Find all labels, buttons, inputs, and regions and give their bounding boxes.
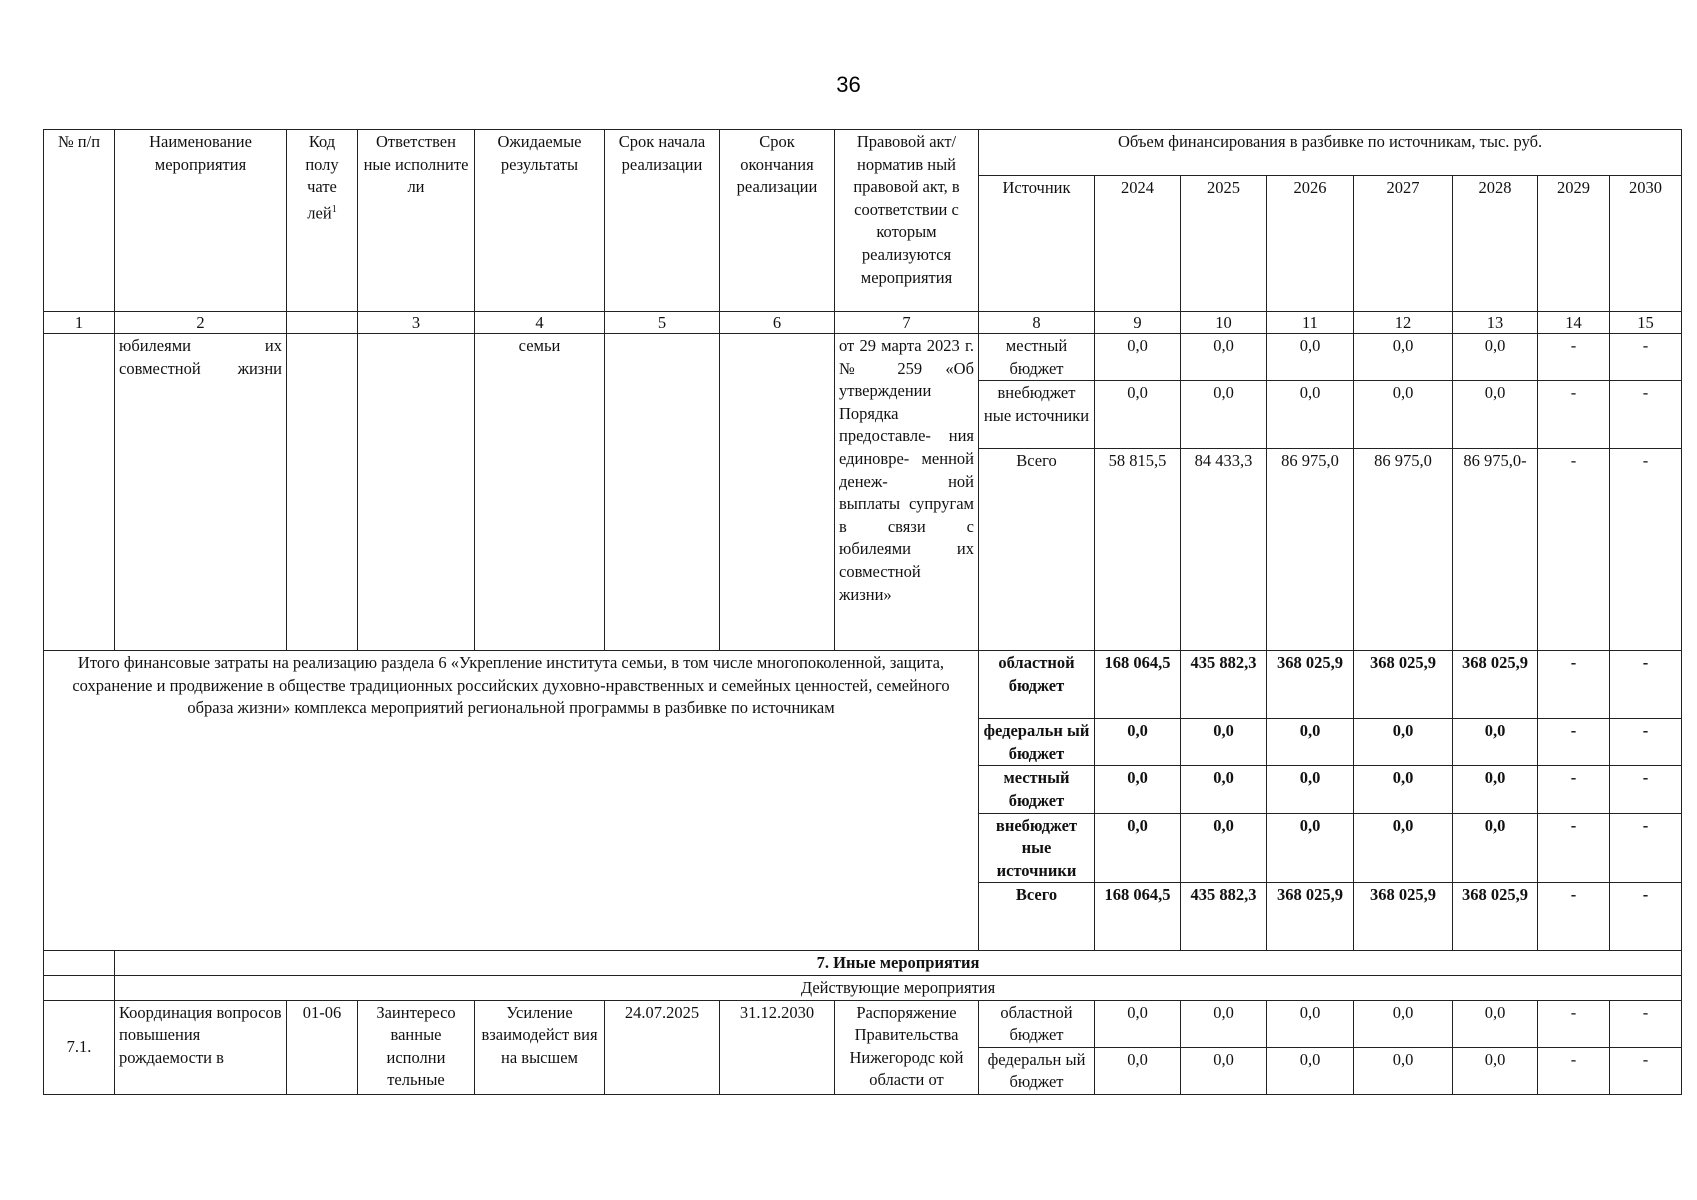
cell-value: 0,0 bbox=[1453, 1047, 1538, 1094]
col-number: 7 bbox=[835, 312, 979, 334]
cell-value: 0,0 bbox=[1181, 381, 1267, 449]
cell-expected: семьи bbox=[475, 334, 605, 651]
cell-value: 0,0 bbox=[1453, 813, 1538, 883]
header-year: 2028 bbox=[1453, 176, 1538, 312]
cell-value: - bbox=[1610, 449, 1682, 651]
page-number: 36 bbox=[836, 72, 861, 97]
cell-value: - bbox=[1610, 1000, 1682, 1047]
cell-empty bbox=[44, 975, 115, 1000]
col-number: 15 bbox=[1610, 312, 1682, 334]
header-responsible: Ответствен ные исполните ли bbox=[358, 130, 475, 312]
cell-value: 0,0 bbox=[1354, 1000, 1453, 1047]
col-number: 8 bbox=[979, 312, 1095, 334]
cell-value: 0,0 bbox=[1181, 1000, 1267, 1047]
cell-value: 86 975,0 bbox=[1267, 449, 1354, 651]
cell-value: - bbox=[1610, 813, 1682, 883]
cell-value: 0,0 bbox=[1267, 334, 1354, 381]
cell-end: 31.12.2030 bbox=[720, 1000, 835, 1094]
header-year: 2026 bbox=[1267, 176, 1354, 312]
cell-value: - bbox=[1610, 381, 1682, 449]
cell-value: 84 433,3 bbox=[1181, 449, 1267, 651]
header-year: 2025 bbox=[1181, 176, 1267, 312]
cell-value: - bbox=[1610, 766, 1682, 813]
header-end: Срок окончания реализации bbox=[720, 130, 835, 312]
cell-value: - bbox=[1538, 334, 1610, 381]
cell-value: 0,0 bbox=[1453, 719, 1538, 766]
cell-value: 0,0 bbox=[1181, 813, 1267, 883]
col-number: 2 bbox=[115, 312, 287, 334]
cell-value: - bbox=[1538, 449, 1610, 651]
col-number: 4 bbox=[475, 312, 605, 334]
cell-value: 0,0 bbox=[1181, 1047, 1267, 1094]
section-title: 7. Иные мероприятия bbox=[115, 951, 1682, 976]
section-subtitle: Действующие мероприятия bbox=[115, 975, 1682, 1000]
cell-value: 0,0 bbox=[1095, 719, 1181, 766]
cell-value: 0,0 bbox=[1354, 1047, 1453, 1094]
cell-value: - bbox=[1538, 883, 1610, 951]
col-number: 3 bbox=[358, 312, 475, 334]
cell-value: 58 815,5 bbox=[1095, 449, 1181, 651]
cell-value: 0,0 bbox=[1453, 1000, 1538, 1047]
cell-value: 0,0 bbox=[1095, 1000, 1181, 1047]
col-number: 1 bbox=[44, 312, 115, 334]
cell-value: - bbox=[1538, 1047, 1610, 1094]
cell-value: 368 025,9 bbox=[1267, 651, 1354, 719]
cell-name: юбилеями их совместной жизни bbox=[115, 334, 287, 651]
header-name: Наименование мероприятия bbox=[115, 130, 287, 312]
header-year: 2029 bbox=[1538, 176, 1610, 312]
cell-value: - bbox=[1538, 651, 1610, 719]
col-number bbox=[287, 312, 358, 334]
header-funding: Объем финансирования в разбивке по источникам, тыс. руб. bbox=[979, 130, 1682, 176]
cell-source: внебюджет ные источники bbox=[979, 813, 1095, 883]
cell-empty bbox=[44, 951, 115, 976]
cell-value: - bbox=[1538, 813, 1610, 883]
col-number: 9 bbox=[1095, 312, 1181, 334]
cell-source: внебюджет ные источники bbox=[979, 381, 1095, 449]
cell-legal-act: Распоряжение Правительства Нижегородс кой области от bbox=[835, 1000, 979, 1094]
cell-value: - bbox=[1538, 1000, 1610, 1047]
header-year: 2030 bbox=[1610, 176, 1682, 312]
cell-value: 0,0 bbox=[1095, 766, 1181, 813]
header-expected: Ожидаемые результаты bbox=[475, 130, 605, 312]
cell-value: 0,0 bbox=[1181, 719, 1267, 766]
col-number: 10 bbox=[1181, 312, 1267, 334]
cell-value: - bbox=[1610, 651, 1682, 719]
cell-value: 0,0 bbox=[1267, 1047, 1354, 1094]
cell-source: федеральн ый бюджет bbox=[979, 1047, 1095, 1094]
funding-table bbox=[43, 129, 1682, 1095]
header-legal-act: Правовой акт/норматив ный правовой акт, в соответствии с которым реализуются мероприятия bbox=[835, 130, 979, 312]
column-number-row bbox=[44, 312, 1682, 334]
cell-name: Координация вопросов повышения рождаемости в bbox=[115, 1000, 287, 1094]
cell-value: 0,0 bbox=[1354, 766, 1453, 813]
cell-value: 86 975,0- bbox=[1453, 449, 1538, 651]
cell-value: 0,0 bbox=[1453, 766, 1538, 813]
cell-value: - bbox=[1538, 719, 1610, 766]
cell-value: - bbox=[1610, 719, 1682, 766]
cell-value: 0,0 bbox=[1267, 381, 1354, 449]
header-year: 2027 bbox=[1354, 176, 1453, 312]
cell-source: Всего bbox=[979, 883, 1095, 951]
cell-value: 168 064,5 bbox=[1095, 651, 1181, 719]
col-number: 14 bbox=[1538, 312, 1610, 334]
header-source: Источник bbox=[979, 176, 1095, 312]
cell-value: 0,0 bbox=[1354, 813, 1453, 883]
cell-value: - bbox=[1610, 1047, 1682, 1094]
cell-expected: Усиление взаимодейст вия на высшем bbox=[475, 1000, 605, 1094]
cell-value: 368 025,9 bbox=[1267, 883, 1354, 951]
cell-legal-act: от 29 марта 2023 г. № 259 «Об утверждении Порядка предоставле- ния единовре- менной денеж- ной выплаты супругам в связи с юбилеями их совместной жизни» bbox=[835, 334, 979, 651]
cell-value: 368 025,9 bbox=[1354, 883, 1453, 951]
cell-value: - bbox=[1538, 381, 1610, 449]
cell-start bbox=[605, 334, 720, 651]
cell-value: 0,0 bbox=[1095, 334, 1181, 381]
cell-value: 0,0 bbox=[1354, 381, 1453, 449]
header-year: 2024 bbox=[1095, 176, 1181, 312]
cell-value: 0,0 bbox=[1267, 1000, 1354, 1047]
cell-num: 7.1. bbox=[44, 1000, 115, 1094]
cell-value: 0,0 bbox=[1095, 1047, 1181, 1094]
cell-value: 0,0 bbox=[1354, 719, 1453, 766]
cell-source: федеральн ый бюджет bbox=[979, 719, 1095, 766]
cell-source: местный бюджет bbox=[979, 334, 1095, 381]
cell-num bbox=[44, 334, 115, 651]
col-number: 5 bbox=[605, 312, 720, 334]
header-code: Код полу чате лей$^1$ bbox=[287, 130, 358, 312]
cell-value: 0,0 bbox=[1267, 719, 1354, 766]
section-subtitle-row bbox=[44, 975, 1682, 1000]
cell-value: 0,0 bbox=[1095, 381, 1181, 449]
col-number: 11 bbox=[1267, 312, 1354, 334]
col-number: 12 bbox=[1354, 312, 1453, 334]
total-row bbox=[44, 651, 1682, 719]
cell-value: 435 882,3 bbox=[1181, 651, 1267, 719]
cell-responsible bbox=[358, 334, 475, 651]
header-num: № п/п bbox=[44, 130, 115, 312]
cell-value: 0,0 bbox=[1453, 381, 1538, 449]
cell-value: - bbox=[1538, 766, 1610, 813]
cell-value: 368 025,9 bbox=[1453, 651, 1538, 719]
section-title-row bbox=[44, 951, 1682, 976]
cell-code bbox=[287, 334, 358, 651]
cell-source: областной бюджет bbox=[979, 651, 1095, 719]
cell-value: 368 025,9 bbox=[1453, 883, 1538, 951]
cell-value: 368 025,9 bbox=[1354, 651, 1453, 719]
table-row bbox=[44, 334, 1682, 381]
cell-source: местный бюджет bbox=[979, 766, 1095, 813]
cell-start: 24.07.2025 bbox=[605, 1000, 720, 1094]
header-start: Срок начала реализации bbox=[605, 130, 720, 312]
cell-value: 0,0 bbox=[1267, 813, 1354, 883]
table-row bbox=[44, 1000, 1682, 1047]
cell-source: областной бюджет bbox=[979, 1000, 1095, 1047]
col-number: 6 bbox=[720, 312, 835, 334]
cell-value: 0,0 bbox=[1453, 334, 1538, 381]
cell-value: 0,0 bbox=[1095, 813, 1181, 883]
cell-value: - bbox=[1610, 883, 1682, 951]
cell-value: 0,0 bbox=[1181, 766, 1267, 813]
cell-end bbox=[720, 334, 835, 651]
col-number: 13 bbox=[1453, 312, 1538, 334]
cell-value: 435 882,3 bbox=[1181, 883, 1267, 951]
cell-value: 86 975,0 bbox=[1354, 449, 1453, 651]
cell-value: 0,0 bbox=[1181, 334, 1267, 381]
cell-value: 0,0 bbox=[1354, 334, 1453, 381]
cell-value: 0,0 bbox=[1267, 766, 1354, 813]
cell-value: 168 064,5 bbox=[1095, 883, 1181, 951]
header-row bbox=[44, 130, 1682, 176]
cell-source: Всего bbox=[979, 449, 1095, 651]
cell-value: - bbox=[1610, 334, 1682, 381]
cell-code: 01-06 bbox=[287, 1000, 358, 1094]
total-label: Итого финансовые затраты на реализацию раздела 6 «Укрепление института семьи, в том числе многопоколенной, защита, сохранение и продвижение в обществе традиционных российских духовно-нравственных и семейных ценностей, семейного образа жизни» комплекса мероприятий региональной программы в разбивке по источникам bbox=[44, 651, 979, 951]
cell-responsible: Заинтересо ванные исполни тельные bbox=[358, 1000, 475, 1094]
